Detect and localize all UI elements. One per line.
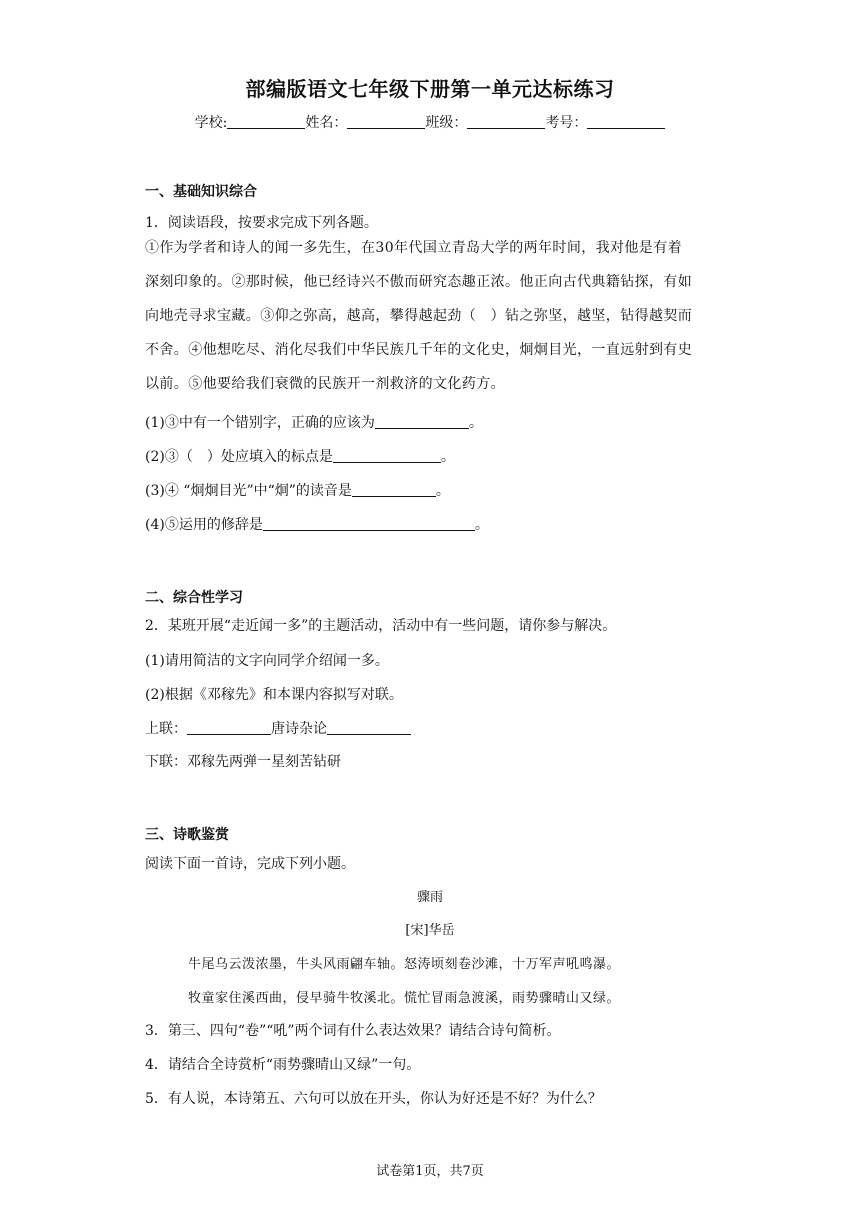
period: 。	[440, 449, 455, 465]
passage-line: 不舍。④他想吃尽、消化尽我们中华民族几千年的文化史，炯炯目光，一直远射到有史	[145, 342, 693, 358]
student-info-line	[0, 112, 860, 132]
sub-question-text: (3)④ “炯炯目光”中“炯”的读音是	[145, 483, 352, 499]
sub-question-text: (2)③（ ）处应填入的标点是	[145, 449, 333, 465]
answer-blank[interactable]	[333, 448, 441, 463]
class-label: 班级：	[425, 115, 468, 131]
passage-line: 以前。⑤他要给我们衰微的民族开一剂救济的文化药方。	[145, 376, 505, 392]
sub-question-1-4	[145, 514, 489, 534]
answer-blank[interactable]	[187, 720, 271, 735]
name-field[interactable]	[347, 114, 425, 129]
couplet-lower: 下联：邓稼先两弹一星刻苦钻研	[145, 754, 341, 770]
sub-question-2-2: (2)根据《邓稼先》和本课内容拟写对联。	[145, 687, 403, 703]
number-field[interactable]	[587, 114, 665, 129]
passage-line: 向地壳寻求宝藏。③仰之弥高，越高，攀得越起劲（ ）钻之弥坚，越坚，钻得越契而	[145, 308, 693, 324]
question-3: 3．第三、四句“卷”“吼”两个词有什么表达效果？请结合诗句简析。	[145, 1023, 561, 1039]
upper-label: 上联：	[145, 721, 187, 737]
section-heading-2: 二、综合性学习	[145, 590, 243, 606]
question-2: 2．某班开展“走近闻一多”的主题活动，活动中有一些问题，请你参与解决。	[145, 618, 617, 634]
answer-blank[interactable]	[375, 414, 469, 429]
period: 。	[474, 517, 489, 533]
sub-question-1-2	[145, 446, 455, 466]
sub-question-text: (4)⑤运用的修辞是	[145, 517, 263, 533]
sub-question-1-1	[145, 412, 483, 432]
answer-blank[interactable]	[352, 482, 436, 497]
period: 。	[468, 415, 483, 431]
question-1: 1．阅读语段，按要求完成下列各题。	[145, 215, 378, 231]
passage-line: 深刻印象的。②那时候，他已经诗兴不傲而研究态趣正浓。他正向古代典籍钻探，有如	[145, 274, 693, 290]
poem-line: 牧童家住溪西曲，侵早骑牛牧溪北。慌忙冒雨急渡溪，雨势骤晴山又绿。	[188, 991, 621, 1006]
answer-blank[interactable]	[263, 516, 475, 531]
section-heading-1: 一、基础知识综合	[145, 184, 257, 200]
poem-author: [宋]华岳	[405, 923, 455, 938]
question-4: 4．请结合全诗赏析“雨势骤晴山又绿”一句。	[145, 1057, 421, 1073]
section-heading-3: 三、诗歌鉴赏	[145, 827, 229, 843]
passage-line: ①作为学者和诗人的闻一多先生，在30年代国立青岛大学的两年时间，我对他是有着	[145, 240, 683, 256]
page-title: 部编版语文七年级下册第一单元达标练习	[245, 77, 615, 101]
poem-intro: 阅读下面一首诗，完成下列小题。	[145, 856, 355, 872]
reading-passage	[145, 231, 720, 401]
period: 。	[435, 483, 450, 499]
class-field[interactable]	[467, 114, 545, 129]
school-label: 学校:	[194, 115, 228, 131]
page-footer: 试卷第1页，共7页	[376, 1164, 484, 1179]
sub-question-2-1: (1)请用简洁的文字向同学介绍闻一多。	[145, 653, 389, 669]
poem-title: 骤雨	[416, 890, 443, 905]
answer-blank[interactable]	[327, 720, 411, 735]
number-label: 考号：	[545, 115, 588, 131]
school-field[interactable]	[227, 114, 305, 129]
poem-line: 牛尾乌云泼浓墨，牛头风雨翩车轴。怒涛顷刻卷沙滩，十万军声吼鸣瀑。	[188, 957, 621, 972]
sub-question-text: (1)③中有一个错别字，正确的应该为	[145, 415, 375, 431]
couplet-upper	[145, 718, 411, 738]
question-5: 5．有人说，本诗第五、六句可以放在开头，你认为好还是不好？为什么？	[145, 1091, 602, 1107]
name-label: 姓名：	[305, 115, 348, 131]
sub-question-1-3	[145, 480, 450, 500]
upper-middle: 唐诗杂论	[271, 721, 327, 737]
